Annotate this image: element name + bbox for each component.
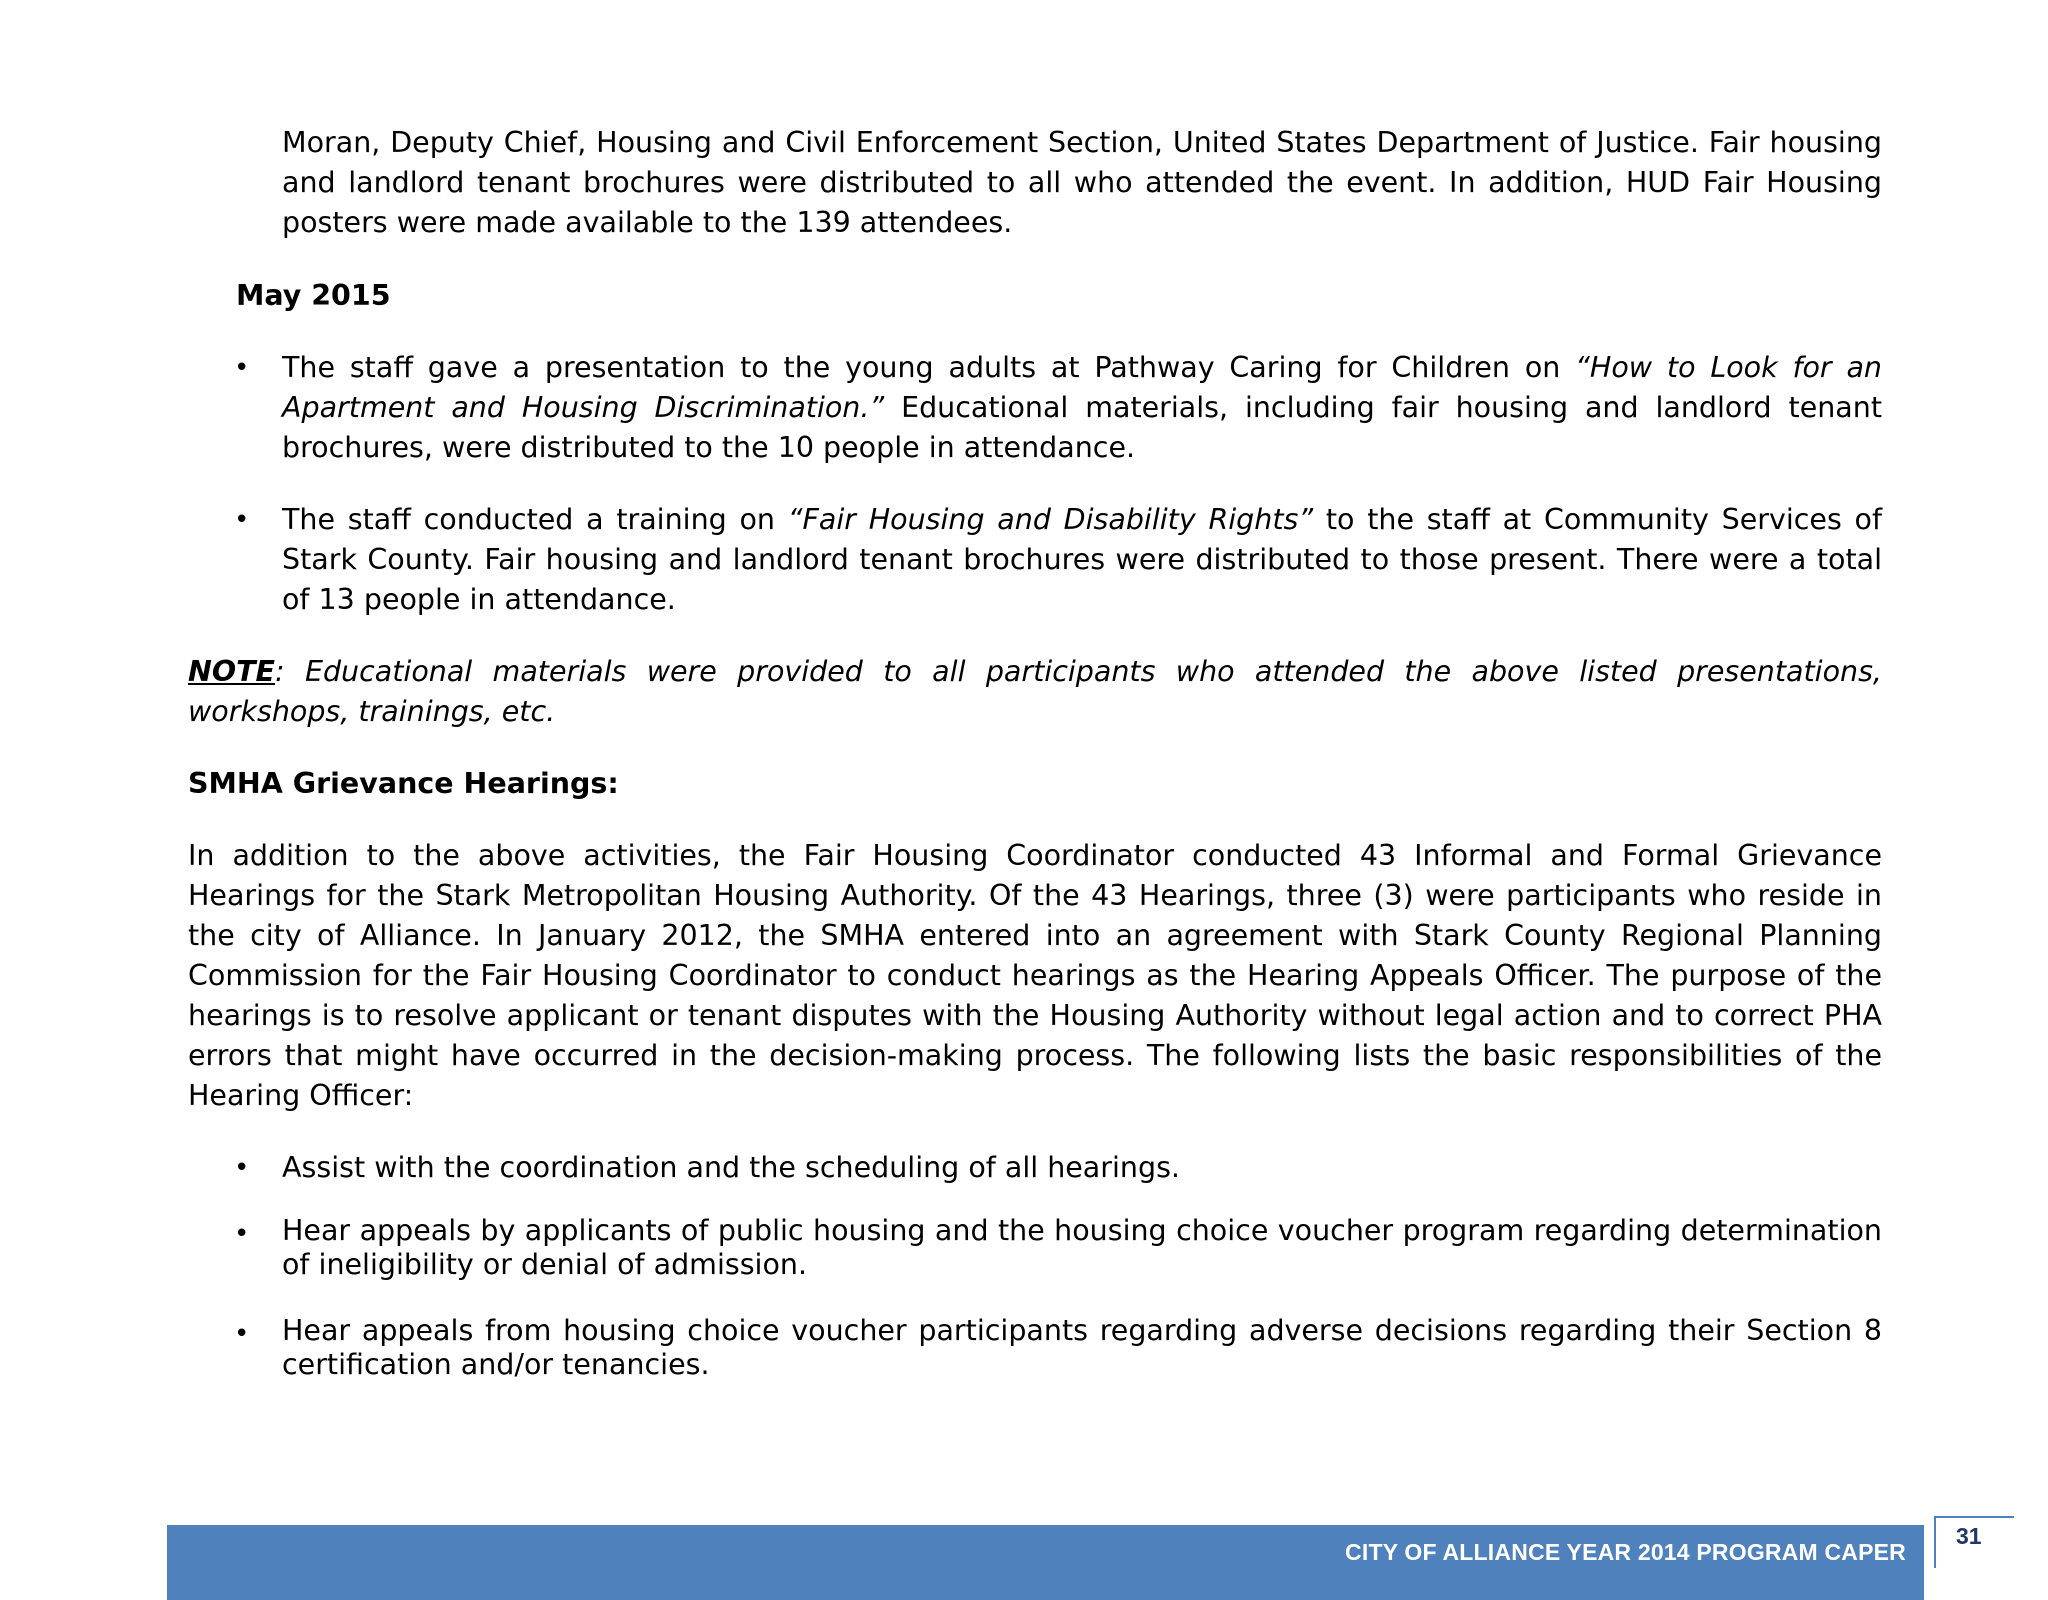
presentation-title: “How to Look for an Apartment and Housing Discrimination.” bbox=[282, 351, 1882, 424]
bullet-icon: • bbox=[234, 1153, 250, 1183]
bullet-icon: • bbox=[234, 1319, 250, 1349]
bullet-icon: • bbox=[234, 1219, 250, 1249]
note-text: : Educational materials were provided to all participants who attended the above listed presentations, workshops, trainings, etc. bbox=[188, 655, 1882, 728]
item-text: The staff gave a presentation to the young adults at Pathway Caring for Children on bbox=[282, 351, 1576, 384]
note-paragraph bbox=[188, 652, 1882, 732]
list-item: Assist with the coordination and the scheduling of all hearings. bbox=[282, 1151, 1180, 1184]
footer-title: CITY OF ALLIANCE YEAR 2014 PROGRAM CAPER bbox=[1345, 1539, 1906, 1565]
list-item: Hear appeals from housing choice voucher participants regarding adverse decisions regarding their Section 8 certification and/or tenancies. bbox=[282, 1314, 1882, 1381]
page-number: 31 bbox=[1956, 1523, 1982, 1549]
smha-paragraph: In addition to the above activities, the Fair Housing Coordinator conducted 43 Informal and Formal Grievance Hearings for the Stark Metropolitan Housing Authority. Of the 43 Hearings, three (3) were participants who reside in the city of Alliance. In January 2012, the SMHA entered into an agreement with Stark County Regional Planning Commission for the Fair Housing Coordinator to conduct hearings as the Hearing Appeals Officer. The purpose of the hearings is to resolve applicant or tenant disputes with the Housing Authority without legal action and to correct PHA errors that might have occurred in the decision-making process. The following lists the basic responsibilities of the Hearing Officer: bbox=[188, 839, 1882, 1112]
note-label: NOTE bbox=[188, 655, 275, 688]
section-heading-may-2015: May 2015 bbox=[236, 279, 391, 312]
footer-bar bbox=[167, 1525, 1924, 1600]
page-number-rule bbox=[1936, 1516, 2014, 1518]
bullet-icon: • bbox=[234, 353, 250, 383]
training-title: “Fair Housing and Disability Rights” bbox=[787, 503, 1314, 536]
page-number-divider bbox=[1934, 1516, 1936, 1568]
item-text: Educational materials, including fair housing and landlord tenant brochures, were distributed to the 10 people in attendance. bbox=[282, 391, 1882, 464]
list-item bbox=[282, 500, 1882, 620]
list-item bbox=[282, 348, 1882, 468]
section-heading-smha: SMHA Grievance Hearings: bbox=[188, 767, 619, 800]
item-text: The staff conducted a training on bbox=[282, 503, 788, 536]
item-text: to the staff at Community Services of Stark County. Fair housing and landlord tenant brochures were distributed to those present. There were a total of 13 people in attendance. bbox=[282, 503, 1883, 616]
continuation-paragraph: Moran, Deputy Chief, Housing and Civil Enforcement Section, United States Department of Justice. Fair housing and landlord tenant brochures were distributed to all who attended the event. In addition, HUD Fair Housing posters were made available to the 139 attendees. bbox=[282, 126, 1882, 239]
bullet-icon: • bbox=[234, 505, 250, 535]
list-item: Hear appeals by applicants of public housing and the housing choice voucher program regarding determination of ineligibility or denial of admission. bbox=[282, 1214, 1882, 1281]
